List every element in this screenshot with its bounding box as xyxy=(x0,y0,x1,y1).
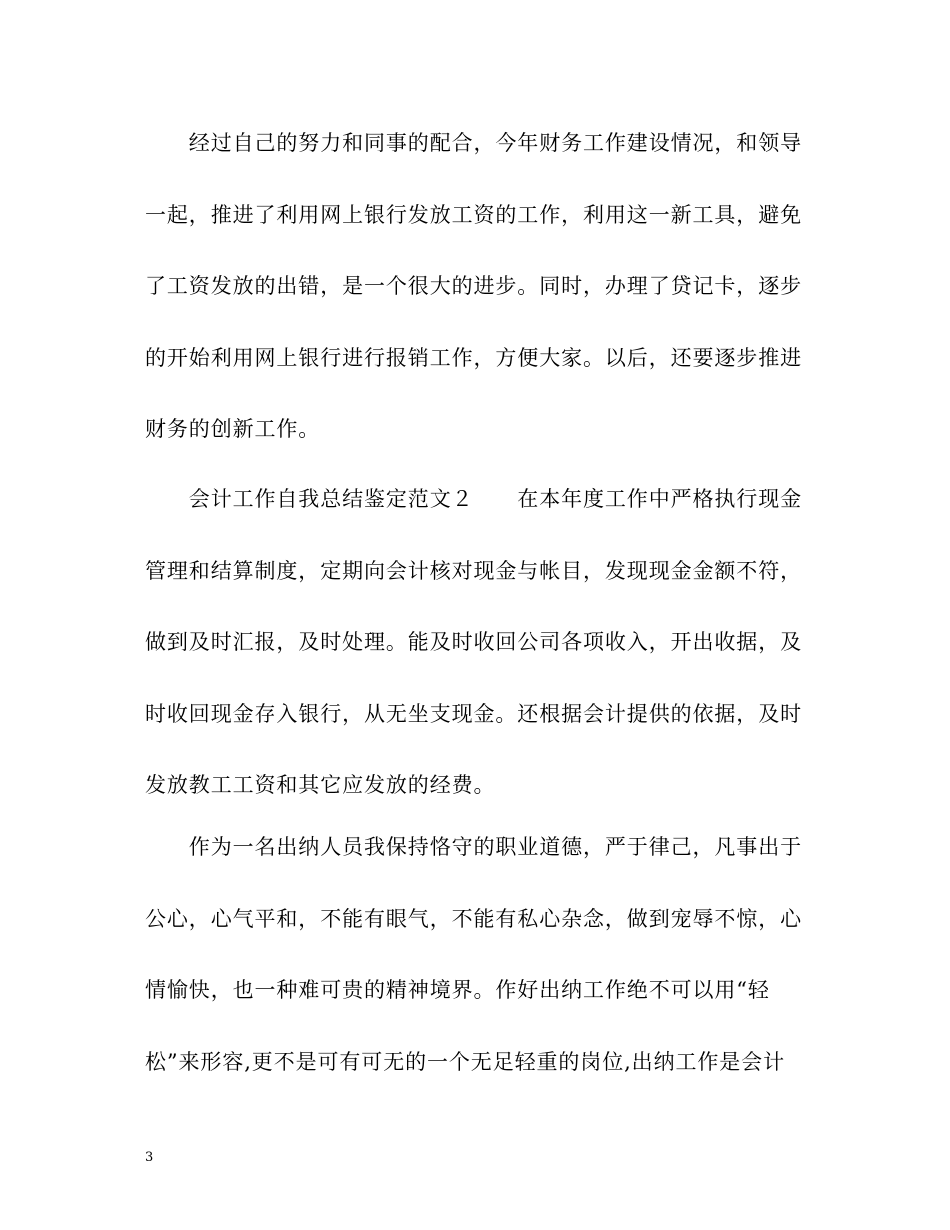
text-line: 了工资发放的出错，是一个很大的进步。同时，办理了贷记卡，逐步 xyxy=(145,274,802,298)
text-line: 财务的创新工作。 xyxy=(145,417,321,441)
text-line: 发放教工工资和其它应发放的经费。 xyxy=(145,773,496,797)
text-line: 会计工作自我总结鉴定范文２ 在本年度工作中严格执行现金 xyxy=(145,487,802,511)
text-line: 一起，推进了利用网上银行发放工资的工作，利用这一新工具，避免 xyxy=(145,203,802,227)
text-line: 做到及时汇报，及时处理。能及时收回公司各项收入，开出收据，及 xyxy=(145,630,802,654)
text-line: 公心，心气平和，不能有眼气，不能有私心杂念，做到宠辱不惊，心 xyxy=(145,907,802,931)
text-line: 管理和结算制度，定期向会计核对现金与帐目，发现现金金额不符， xyxy=(145,559,802,583)
page-number: 3 xyxy=(145,1150,154,1165)
text-line: 情愉快，也一种难可贵的精神境界。作好出纳工作绝不可以用“轻 xyxy=(145,978,770,1002)
text-line: 松”来形容,更不是可有可无的一个无足轻重的岗位,出纳工作是会计 xyxy=(145,1050,785,1074)
text-line: 的开始利用网上银行进行报销工作，方便大家。以后，还要逐步推进 xyxy=(145,346,802,370)
text-line: 时收回现金存入银行，从无坐支现金。还根据会计提供的依据，及时 xyxy=(145,702,802,726)
text-line: 作为一名出纳人员我保持恪守的职业道德，严于律己，凡事出于 xyxy=(145,835,802,859)
text-line: 经过自己的努力和同事的配合，今年财务工作建设情况，和领导 xyxy=(145,131,802,155)
